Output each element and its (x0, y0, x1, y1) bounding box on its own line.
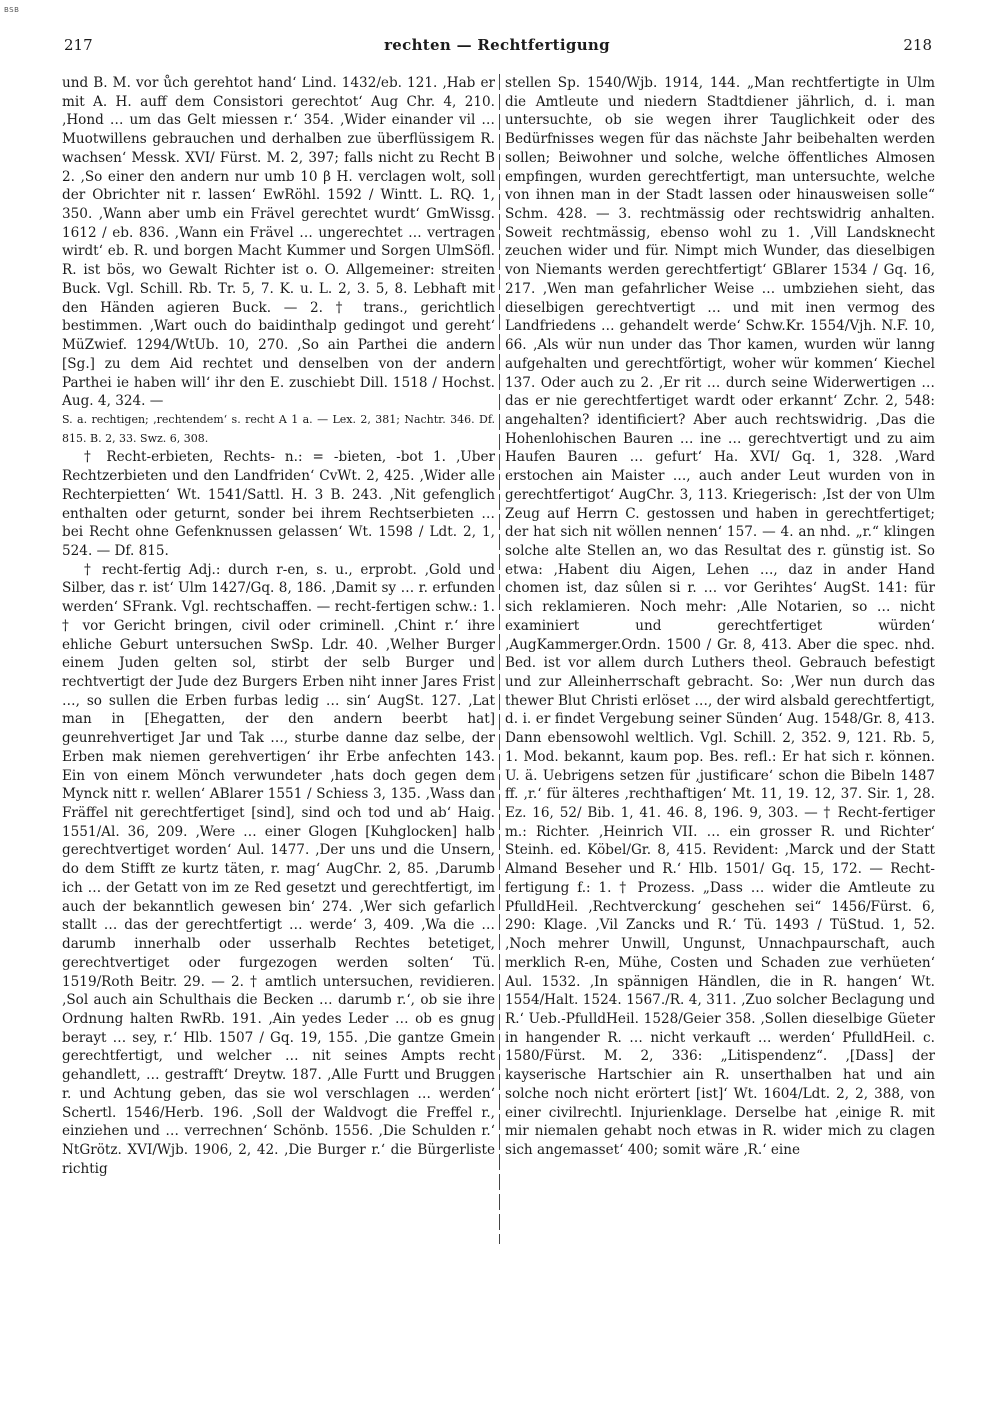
entry-recht-erbieten: † Recht-erbieten, Rechts- n.: = -bieten, -bot 1. ‚Uber Rechtzerbieten und den Landfriden‘ CvWt. 2, 425. ‚Wider alle Rechterpietten‘ Wt. 1541/Sattl. H. 3 B. 243. ‚Nit gefenglich enthalten oder geturnt, sonder bei ihrem Rechtserbieten … bei Recht ohne Gefenknussen gelassen‘ Wt. 1598 / Ldt. 2, 1, 524. — Df. 815. (62, 449, 495, 559)
left-column (62, 74, 495, 1178)
page-number-right: 218 (903, 36, 932, 54)
page-header (62, 36, 932, 58)
paragraph-rechten-continued: und B. M. vor ůch gerehtot hand‘ Lind. 1432/eb. 121. ‚Hab er mit A. H. auff dem Consistori gerechtot‘ Aug Chr. 4, 210. ‚Hond … um das Gelt miessen r.‘ 354. ‚Wider einander vil … Muotwillens gebrauchen und derhalben zue überflüssigem R. wachsen‘ Messk. XVI/ Fürst. M. 2, 397; falls nicht zu Recht B 2. ‚So einer den andern nur umb 10 β H. verclagen wolt, soll der Obrichter nit r. lassen‘ EwRöhl. 1592 / Wintt. L. RQ. 1, 350. ‚Wann aber umb ein Frävel gerechtet wurdt‘ GmWissg. 1612 / eb. 836. ‚Wann ein Frävel … ungerechtet … vertragen wirdt‘ eb. R. und borgen Macht Kummer und Sorgen UlmSöfl. R. ist bös, wo Gewalt Richter ist o. O. Allgemeiner: streiten Buck. Vgl. Schill. Rb. Tr. 5, 7. K. u. L. 2, 3. 5, 8. Lebhaft mit den Händen agieren Buck. — 2. † trans., gerichtlich bestimmen. ‚Wart ouch do baidinthalp gedingot und gereht‘ MüZwief. 1294/WtUb. 10, 270. ‚So ain Parthei die andern [Sg.] zu dem Aid rechtet und denselben von der andern Parthei ie haben will‘ ihr den E. zuschiebt Dill. 1518 / Hochst. Aug. 4, 324. — (62, 75, 495, 410)
right-column (505, 74, 935, 1160)
paragraph-references: S. a. rechtigen; ‚rechtendem‘ s. recht A 1 a. — Lex. 2, 381; Nachtr. 346. Df. 815. B. 2, 33. Swz. 6, 308. (62, 412, 495, 445)
running-title: rechten — Rechtfertigung (384, 36, 610, 54)
column-divider (499, 74, 500, 1244)
entry-recht-fertig: † recht-fertig Adj.: durch r-en, s. u., erprobt. ‚Gold und Silber, das r. ist‘ Ulm 1427/Gq. 8, 186. ‚Damit sy … r. erfunden werden‘ SFrank. Vgl. rechtschaffen. — recht-fertigen schw.: 1. † vor Gericht bringen, civil oder criminell. ‚Chint r.‘ ihre ehliche Geburt untersuchen SwSp. Ldr. 40. ‚Welher Burger einem Juden gelten sol, stirbt der selb Burger und rechtvertigt der Jude dez Burgers Erben niht inner Jares Frist …, so sullen die Erben furbas ledig … sin‘ AugSt. 127. ‚Lat man in [Ehegatten, der den andern beerbt hat] geunrehvertiget Jar und Tak …, sturbe danne daz selbe, der Erben mak niemen gerehvertigen‘ ihr Erbe anfechten 143. Ein von einem Mönch verwundeter ‚hats doch gegen dem Mynck nitt r. wellen‘ ABlarer 1551 / Schiess 3, 135. ‚Wass dan Fräffel nit gerechtfertiget [sind], sind och tod und ab‘ Haig. 1551/Al. 36, 209. ‚Were … einer Glogen [Kuhglocken] halb gerechtvertiget worden‘ Aul. 1477. ‚Der uns und die Unsern, do dem Stifft ze kurtz täten, r. mag‘ AugChr. 2, 85. ‚Darumb ich … der Getatt von im ze Red gesetzt und gerechtfertigt, im auch der bekanntlich gewesen bin‘ 274. ‚Wer sich gefarlich stallt … das der gerechtfertigt … werde‘ 3, 409. ‚Wa die … darumb innerhalb oder usserhalb Rechtes betetiget, gerechtvertiget oder furgezogen werden solten‘ Tü. 1519/Roth Beitr. 29. — 2. † amtlich untersuchen, revidieren. ‚Sol auch ain Schulthais die Becken … darumb r.‘, ob sie ihre Ordnung halten RwRb. 191. ‚Ain yedes Leder … ob es gnug berayt … sey, r.‘ Hlb. 1507 / Gq. 19, 155. ‚Die gantze Gmein gerechtfertigt, und welcher … nit seines Ampts recht gehandlett, … gestrafft‘ Dreytw. 187. ‚Alle Furtt und Bruggen r. und Achtung geben, das sie wol verschlagen … werden‘ Schertl. 1546/Herb. 196. ‚Soll der Waldvogt die Freffel r., einziehen und … verrechnen‘ Schönb. 1556. ‚Die Schulden r.‘ NtGrötz. XVI/Wjb. 1906, 2, 42. ‚Die Burger r.‘ die Bürgerliste richtig (62, 561, 495, 1177)
paragraph-rechtfertigen-continued: stellen Sp. 1540/Wjb. 1914, 144. „Man rechtfertigte in Ulm die Amtleute und niedern Stadtdiener jährlich, d. i. man untersuchte, ob sie wegen ihrer Tauglichkeit oder des Bedürfnisses wegen für das nächste Jahr beibehalten werden sollen; Beiwohner und solche, welche öffentliches Almosen empfingen, wurden gerechtfertigt, man untersuchte, welche von ihnen man in der Stadt lassen oder hinausweisen solle“ Schm. 428. — 3. rechtmässig oder rechtswidrig anhalten. Soweit rechtmässig, ebenso wohl zu 1. ‚Vill Landsknecht zeuchen wider und für. Nimpt mich Wunder, das dieselbigen von Niemants werden gerechtfertigt‘ GBlarer 1534 / Gq. 16, 217. ‚Wen man gefahrlicher Weise … umbziehen sieht, das dieselbigen gerechtvertigt … und mit inen vermog des Landfriedens … gehandelt werde‘ Schw.Kr. 1554/Vjh. N.F. 10, 66. ‚Als wür nun under das Thor kamen, wurden wür lanng aufgehalten und gerechtförtigt, woher wür kommen‘ Kiechel 137. Oder auch zu 2. ‚Er rit … durch seine Widerwertigen … das er nie gerechtfertiget wardt oder erkannt‘ Zchr. 2, 548: angehalten? identificiert? Aber auch rechtswidrig. ‚Das die Hohenlohischen Bauren … ine … gerechtvertigt und zu aim Haufen Bauren … gefurt‘ Ha. XVI/ Gq. 1, 328. ‚Ward erstochen ain Maister …, auch ander Leut wurden von in gerechtfertigot‘ AugChr. 3, 113. Kriegerisch: ‚Ist der von Ulm Zeug auf Herrn C. gestossen und haben in gerechtfertiget; der hat sich nit wöllen nennen‘ 157. — 4. an nhd. „r.“ klingen solche alte Stellen an, wo das Resultat des r. günstig ist. So etwa: ‚Habent diu Aigen, Lehen …, daz in ander Hand chomen ist, daz sûlen si r. … vor Gerihtes‘ AugSt. 141: für sich reklamieren. Noch mehr: ‚Alle Notarien, so … nicht examiniert und gerechtfertiget würden‘ ‚AugKammerger.Ordn. 1500 / Gr. 8, 413. Aber die spec. nhd. Bed. ist vor allem durch Luthers theol. Gebrauch befestigt und zur Alleinherrschaft gebracht. So: ‚Wer nun durch das thewer Blut Christi erlöset …, der wird alsbald gerechtfertigt, d. i. er findet Vergebung seiner Sünden‘ Aug. 1548/Gr. 8, 413. Dann ebensowohl weltlich. Vgl. Schill. 2, 352. 9, 121. Rb. 5, 1. Mod. bekannt, kaum pop. Bes. refl.: Er hat sich r. können. U. ä. Uebrigens setzen für ‚justificare‘ schon die Bibeln 1487 ff. ‚r.‘ für älteres ‚rechthaftigen‘ Mt. 11, 19. 12, 37. Sir. 1, 28. Ez. 16, 52/ Bib. 1, 41. 46. 8, 196. 9, 303. — † Recht-fertiger m.: Richter. ‚Heinrich VII. … ein grosser R. und Richter‘ Steinh. ed. Köbel/Gr. 8, 415. Revident: ‚Marck und der Statt Almand Beseher und R.‘ Hlb. 1501/ Gq. 15, 172. — Recht-fertigung f.: 1. † Prozess. „Dass … wider die Amtleute zu PfulldHeil. ‚Rechtverckung‘ geschehen sei“ 1456/Fürst. 6, 290: Klage. ‚Vil Zancks und R.‘ Tü. 1493 / TüStud. 1, 52. ‚Noch mehrer Unwill, Ungunst, Unnachpaurschaft, auch merklich R-en, Mühe, Costen und Schaden zue verhüeten‘ Aul. 1532. ‚In spännigen Händlen, die in R. hangen‘ Wt. 1554/Halt. 1524. 1567./R. 4, 311. ‚Zuo solcher Beclagung und R.‘ Ueb.-PfulldHeil. 1528/Geier 358. ‚Sollen dieselbige Güeter in hangender R. … nicht verkauft … werden‘ PfulldHeil. c. 1580/Fürst. M. 2, 336: „Litispendenz“. ‚[Dass] der kayserische Hartschier ain R. unserthalben hat und ain solche noch nicht erörtert [ist]‘ Wt. 1604/Ldt. 2, 2, 388, von einer civilrechtl. Injurienklage. Derselbe hat ‚einige R. mit mir niemalen gehabt noch etwas in R. wider mich zu clagen sich angemasset‘ 400; somit wäre ‚R.‘ eine (505, 75, 935, 1158)
library-watermark: BSB (4, 6, 20, 14)
page-number-left: 217 (64, 36, 93, 54)
